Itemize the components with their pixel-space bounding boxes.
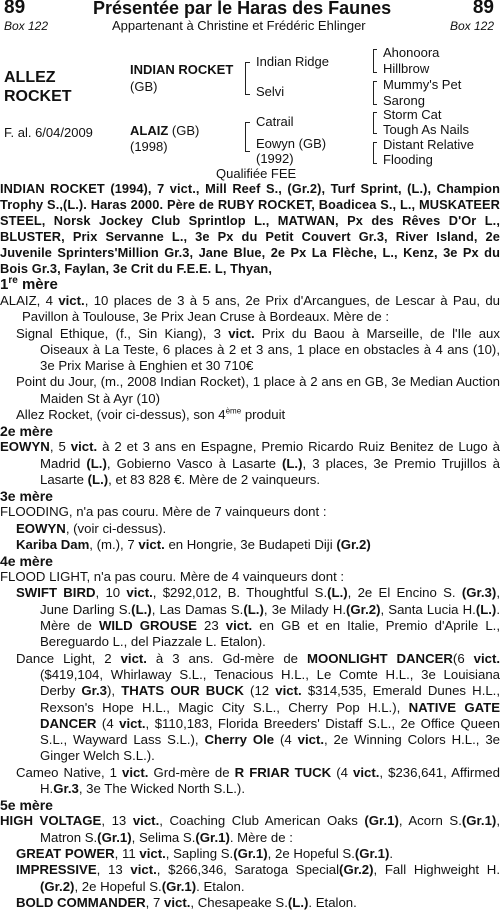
dam-year: (1998) bbox=[130, 139, 168, 154]
gen4-cameo: Cameo Native, 1 vict. Grd-mère de R FRIAR TUCK (4 vict., $236,641, Affirmed H.Gr.3, 3e The Wicked North S.L.). bbox=[16, 764, 500, 797]
gen4-dance: Dance Light, 2 vict. à 3 ans. Gd-mère de MOONLIGHT DANCER(6 vict. ($419,104, Whirlaway S.L., Tenacious H.L., Le Comte H.L., 3e Louisiana Derby Gr.3), THATS OUR BUCK (12 vict. $314,535, Emerald Dunes H.L., Rexson's Hope H.L., Magic City S.L., Cherry Pop H.L.), NATIVE GATE DANCER (4 vict., $110,183, Florida Breeders' Distaff S.L., 2e Office Queen S.L., Wayward Lass S.L.), Cherry Ole (4 vict., 2e Winning Colors H.L., 3e Ginger Welch S.L.). bbox=[16, 650, 500, 764]
gen3-eowyn: EOWYN, (voir ci-dessus). bbox=[16, 520, 167, 536]
gen5-great: GREAT POWER, 11 vict., Sapling S.(Gr.1), 2e Hopeful S.(Gr.1). bbox=[16, 845, 394, 861]
gen3-title: 3e mère bbox=[0, 488, 53, 505]
birth-info: F. al. 6/04/2009 bbox=[4, 125, 93, 140]
gen2-eowyn: EOWYN, 5 vict. à 2 et 3 ans en Espagne, Premio Ricardo Ruiz Benitez de Lugo à Madrid (L.), Gobierno Vasco à Lasarte (L.), 3 places, 3e Premio Trujillos à Lasarte (L.), et 83 828 €. Mère de 2 vainqueurs. bbox=[0, 439, 500, 487]
gen4-flood-light: FLOOD LIGHT, n'a pas couru. Mère de 4 vainqueurs dont : bbox=[0, 569, 345, 585]
gen1-allez-a: Allez Rocket, (voir ci-dessus), son 4 bbox=[16, 407, 226, 423]
gen1-alaiz: ALAIZ, 4 vict., 10 places de 3 à 5 ans, 2e Prix d'Arcangues, de Lescar à Pau, du Pavillon à Toulouse, 3e Prix Jean Cruse à Bordeaux. Mère de : bbox=[0, 293, 500, 325]
sire-sire: Indian Ridge bbox=[256, 54, 329, 69]
gg-2: Hillbrow bbox=[383, 61, 430, 76]
catalogue-body bbox=[0, 181, 500, 911]
horse-name-line2: ROCKET bbox=[4, 88, 72, 105]
gg-8: Flooding bbox=[383, 152, 433, 167]
horse-name-line1: ALLEZ bbox=[4, 69, 56, 86]
qualification: Qualifiée FEE bbox=[216, 166, 297, 181]
gen1-allez bbox=[0, 407, 500, 423]
gen2-title: 2e mère bbox=[0, 423, 53, 440]
gen3-kariba: Kariba Dam, (m.), 7 vict. en Hongrie, 3e Budapeti Diji (Gr.2) bbox=[16, 536, 371, 552]
box-left: Box 122 bbox=[4, 19, 49, 33]
gg-7: Distant Relative bbox=[383, 137, 475, 152]
bracket-dam bbox=[245, 122, 250, 152]
gen1-word: mère bbox=[17, 276, 58, 293]
lot-number-left: 89 bbox=[4, 0, 26, 18]
dam-name: ALAIZ bbox=[130, 123, 169, 138]
gen1-allez-b: produit bbox=[241, 407, 286, 423]
gen3-flooding: FLOODING, n'a pas couru. Mère de 7 vainqueurs dont : bbox=[0, 504, 327, 520]
page-title: Présentée par le Haras des Faunes bbox=[93, 0, 392, 18]
sire-origin: (GB) bbox=[130, 79, 158, 94]
lot-number-right: 89 bbox=[472, 0, 494, 18]
dam-dam: Eowyn (GB) bbox=[256, 136, 327, 151]
gen5-high: HIGH VOLTAGE, 13 vict., Coaching Club American Oaks (Gr.1), Acorn S.(Gr.1), Matron S.(Gr.1), Selima S.(Gr.1). Mère de : bbox=[0, 813, 500, 845]
gen1-point: Point du Jour, (m., 2008 Indian Rocket), 1 place à 2 ans en GB, 3e Median Auction Maiden St à Ayr (10) bbox=[16, 374, 500, 406]
dam-sire: Catrail bbox=[256, 114, 294, 129]
bracket-gg1 bbox=[373, 49, 377, 73]
gen5-title: 5e mère bbox=[0, 797, 53, 814]
dam-origin: (GB) bbox=[171, 123, 200, 138]
sire-summary: INDIAN ROCKET (1994), 7 vict., Mill Reef S., (Gr.2), Turf Sprint, (L.), Champion Trophy S.,(L.). Haras 2000. Père de RUBY ROCKET, Boadicea S., L., MUSKATEER STEEL, Norsk Jockey Club Sprintlop L., MATWAN, Px des Rêves D'Or L., BLUSTER, Prix Servanne L., 3e Px du Petit Couvert Gr.3, River Island, 2e Juvenile Sprinters'Million Gr.3, Jane Blue, 2e Px La Flèche, L., Kenz, 3e Px du Bois Gr.3, Faylan, 3e Crit du F.E.E. L, Thyan, bbox=[0, 181, 500, 276]
sire-name: INDIAN ROCKET bbox=[130, 62, 234, 77]
box-right: Box 122 bbox=[449, 19, 494, 33]
gen1-signal: Signal Ethique, (f., Sin Kiang), 3 vict. Prix du Baou à Marseille, de l'Ile aux Oiseaux à La Teste, 6 places à 2 et 3 ans, 1 place en obstacles à 4 ans (10), 3e Prix Marise à Enghien et 30 710€ bbox=[16, 325, 500, 374]
gen5-bold: BOLD COMMANDER, 7 vict., Chesapeake S.(L.). Etalon. bbox=[16, 894, 357, 910]
owner-line: Appartenant à Christine et Frédéric Ehlinger bbox=[112, 18, 366, 33]
bracket-gg3 bbox=[373, 112, 377, 134]
bracket-gg4 bbox=[373, 142, 377, 164]
gen1-num: 1 bbox=[0, 276, 9, 293]
bracket-sire bbox=[245, 62, 250, 95]
gen1-title bbox=[0, 277, 500, 293]
gen5-impressive: IMPRESSIVE, 13 vict., $266,346, Saratoga Special(Gr.2), Fall Highweight H.(Gr.2), 2e Hopeful S.(Gr.1). Etalon. bbox=[16, 862, 500, 894]
gen4-title: 4e mère bbox=[0, 553, 53, 570]
dam bbox=[130, 123, 199, 138]
gg-3: Mummy's Pet bbox=[383, 77, 462, 92]
gg-4: Sarong bbox=[383, 93, 425, 108]
gen1-allez-sup: ème bbox=[225, 406, 242, 416]
gen4-swift: SWIFT BIRD, 10 vict., $292,012, B. Thoughtful S.(L.), 2e El Encino S. (Gr.3), June Darling S.(L.), Las Damas S.(L.), 3e Milady H.(Gr.2), Santa Lucia H.(L.). Mère de WILD GROUSE 23 vict. en GB et en Italie, Premio d'Aprile L., Bereguardo L., del Piazzale L. Etalon). bbox=[16, 585, 500, 650]
gg-1: Ahonoora bbox=[383, 45, 440, 60]
bracket-gg2 bbox=[373, 81, 377, 105]
dam-dam-year: (1992) bbox=[256, 151, 294, 166]
gg-5: Storm Cat bbox=[383, 107, 442, 122]
sire bbox=[130, 62, 233, 77]
sire-dam: Selvi bbox=[256, 84, 285, 99]
gg-6: Tough As Nails bbox=[383, 122, 469, 137]
gen1-sup: re bbox=[8, 275, 18, 286]
